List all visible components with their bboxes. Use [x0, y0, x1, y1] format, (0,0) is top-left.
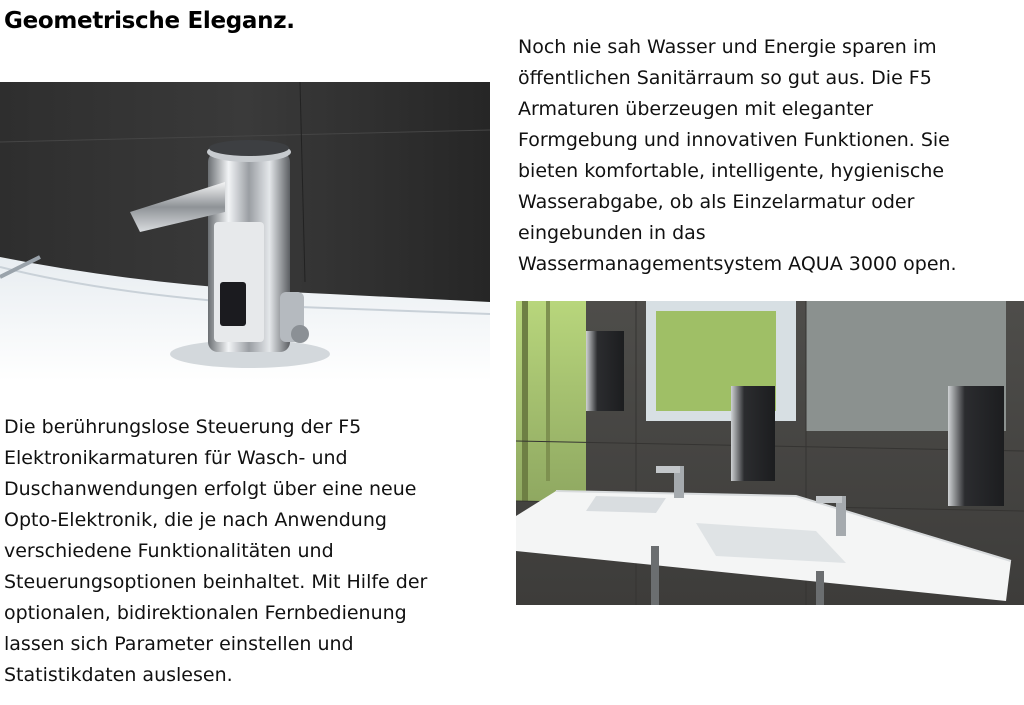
faucet-closeup-photo [0, 82, 490, 381]
intro-line: eingebunden in das [518, 222, 706, 244]
intro-line: Armaturen überzeugen mit eleganter [518, 98, 874, 120]
intro-line: Wasserabgabe, ob als Einzelarmatur oder [518, 191, 915, 213]
intro-paragraph [518, 32, 957, 280]
detail-line: optionalen, bidirektionalen Fernbedienung [4, 602, 407, 624]
detail-line: Die berührungslose Steuerung der F5 [4, 416, 362, 438]
intro-line: Noch nie sah Wasser und Energie sparen im [518, 36, 937, 58]
detail-line: Elektronikarmaturen für Wasch- und [4, 447, 348, 469]
washroom-sinks-photo [516, 301, 1024, 605]
detail-line: Opto-Elektronik, die je nach Anwendung [4, 509, 387, 531]
intro-line: Wassermanagementsystem AQUA 3000 open. [518, 253, 957, 275]
detail-line: verschiedene Funktionalitäten und [4, 540, 334, 562]
detail-line: Duschanwendungen erfolgt über eine neue [4, 478, 417, 500]
detail-line: lassen sich Parameter einstellen und [4, 633, 354, 655]
intro-line: bieten komfortable, intelligente, hygienische [518, 160, 945, 182]
intro-line: Formgebung und innovativen Funktionen. Sie [518, 129, 950, 151]
detail-line: Statistikdaten auslesen. [4, 664, 233, 686]
detail-line: Steuerungsoptionen beinhaltet. Mit Hilfe der [4, 571, 428, 593]
page-title: Geometrische Eleganz. [4, 8, 295, 34]
intro-line: öffentlichen Sanitärraum so gut aus. Die F5 [518, 67, 932, 89]
detail-paragraph [4, 412, 427, 691]
